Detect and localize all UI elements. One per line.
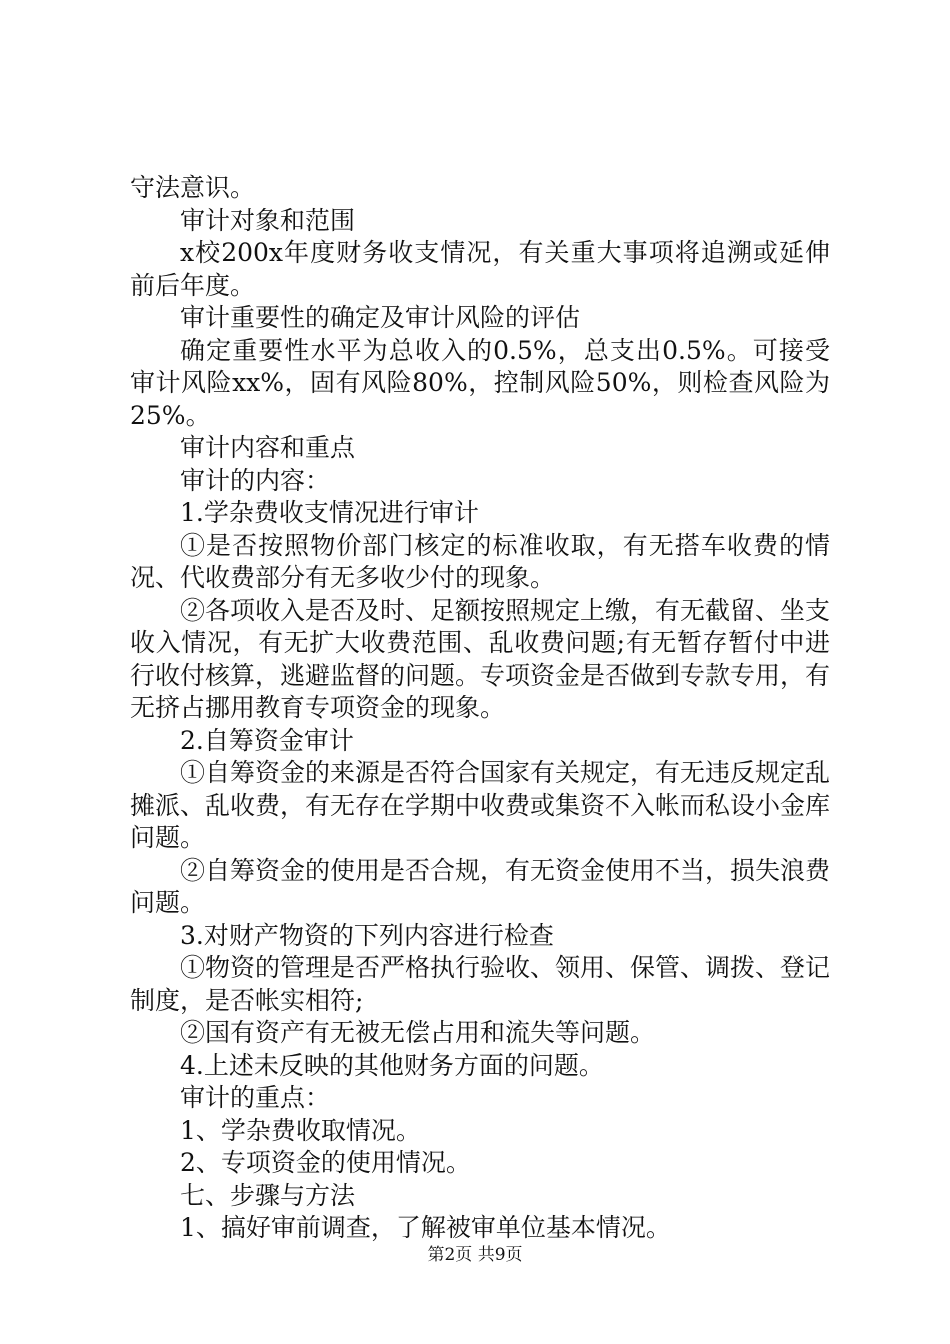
section-heading-content-focus: 审计内容和重点 — [180, 433, 356, 462]
section-heading-audit-scope: 审计对象和范围 — [180, 205, 356, 235]
list-item: 4.上述未反映的其他财务方面的问题。 — [180, 1050, 604, 1080]
subheading-audit-focus: 审计的重点： — [180, 1083, 331, 1112]
subheading-audit-content: 审计的内容： — [180, 465, 331, 495]
list-item: ②国有资产有无被无偿占用和流失等问题。 — [180, 1018, 656, 1047]
list-item: 2.自筹资金审计 — [180, 725, 354, 755]
list-item: ①是否按照物价部门核定的标准收取，有无搭车收费的情况、代收费部分有无多收少付的现象。 — [130, 530, 830, 592]
list-item: 1、搞好审前调查，了解被审单位基本情况。 — [180, 1213, 671, 1242]
page-number-footer: 第2页 共9页 — [427, 1245, 523, 1265]
section-heading-materiality-risk: 审计重要性的确定及审计风险的评估 — [180, 303, 581, 332]
section-heading-steps-methods: 七、步骤与方法 — [180, 1180, 356, 1210]
list-item: ①自筹资金的来源是否符合国家有关规定，有无违反规定乱摊派、乱收费，有无存在学期中收费或集资不入帐而私设小金库问题。 — [130, 758, 831, 852]
list-item: ②自筹资金的使用是否合规，有无资金使用不当，损失浪费问题。 — [130, 855, 831, 917]
paragraph: 确定重要性水平为总收入的0.5%，总支出0.5%。可接受审计风险xx%，固有风险80%，控制风险50%，则检查风险为25%。 — [130, 335, 830, 430]
list-item: 2、专项资金的使用情况。 — [180, 1148, 471, 1177]
list-item: ②各项收入是否及时、足额按照规定上缴，有无截留、坐支收入情况，有无扩大收费范围、乱收费问题;有无暂存暂付中进行收付核算，逃避监督的问题。专项资金是否做到专款专用，有无挤占挪用教育专项资金的现象。 — [130, 595, 831, 722]
paragraph: 守法意识。 — [130, 173, 256, 202]
document-body — [130, 172, 830, 1245]
paragraph: x校200x年度财务收支情况，有关重大事项将追溯或延伸前后年度。 — [130, 238, 830, 300]
list-item: 1.学杂费收支情况进行审计 — [180, 498, 479, 527]
list-item: ①物资的管理是否严格执行验收、领用、保管、调拨、登记制度，是否帐实相符; — [130, 953, 831, 1015]
list-item: 3.对财产物资的下列内容进行检查 — [180, 920, 554, 950]
list-item: 1、学杂费收取情况。 — [180, 1115, 421, 1145]
